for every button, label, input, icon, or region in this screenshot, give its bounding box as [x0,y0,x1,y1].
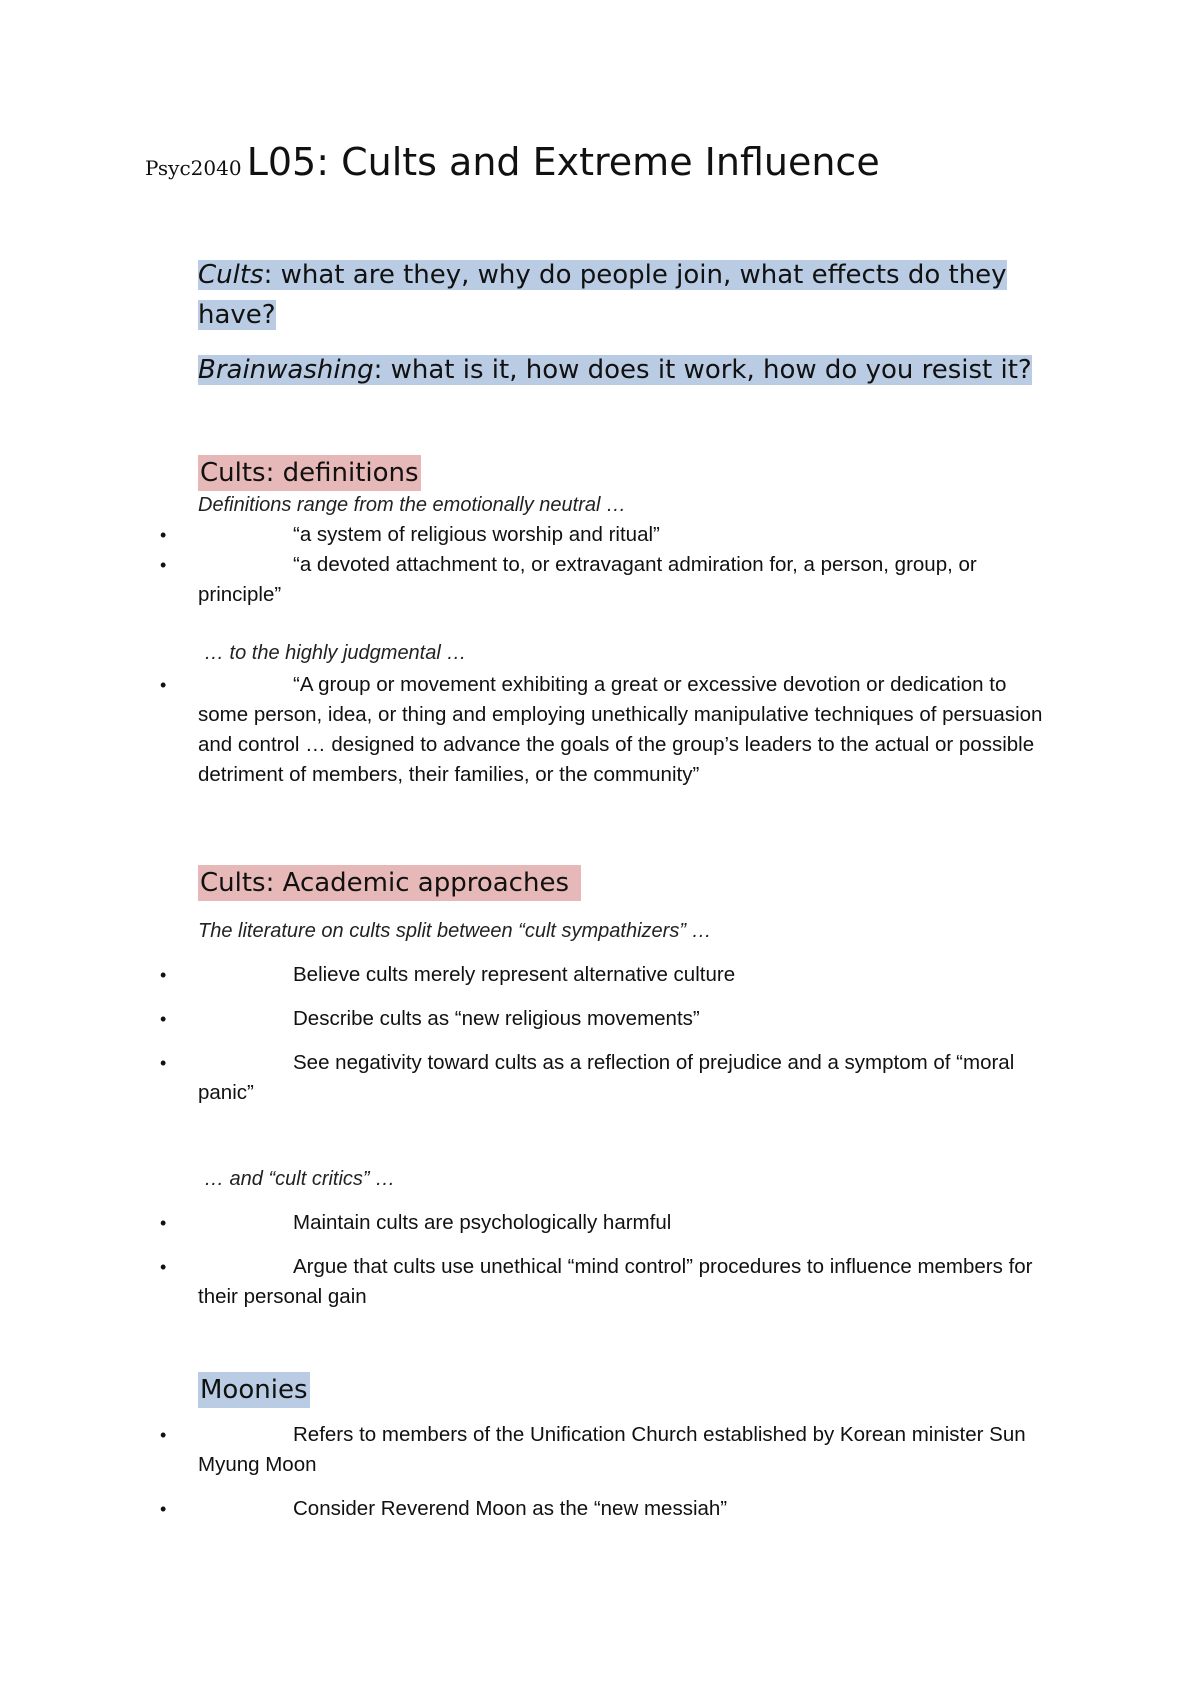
question-brainwashing-term: Brainwashing [198,355,374,385]
list-item: • Maintain cults are psychologically harmful [160,1208,1060,1238]
document-header [145,140,880,184]
list-item: • Believe cults merely represent alternative culture [160,960,1060,990]
intro-critics: … and “cult critics” … [204,1168,396,1190]
section-heading-academic: Cults: Academic approaches [198,865,581,901]
bullet-icon: • [160,1213,167,1233]
course-code: Psyc2040 [145,156,242,180]
list-item: • Argue that cults use unethical “mind control” procedures to influence members for their personal gain [160,1252,1060,1312]
list-item: • Refers to members of the Unification Church established by Korean minister Sun Myung Moon [160,1420,1060,1480]
intro-judgmental: … to the highly judgmental … [204,642,467,664]
question-cults-text: : what are they, why do people join, what effects do they have? [198,260,1007,330]
question-cults-term: Cults [198,260,264,290]
intro-sympathizers: The literature on cults split between “cult sympathizers” … [198,920,712,942]
bullet-icon: • [160,965,167,985]
bullet-icon: • [160,1009,167,1029]
list-item: • Describe cults as “new religious movements” [160,1004,1060,1034]
list-item: • See negativity toward cults as a reflection of prejudice and a symptom of “moral panic” [160,1048,1060,1108]
bullet-icon: • [160,1053,167,1073]
list-item: • “a devoted attachment to, or extravagant admiration for, a person, group, or principle” [160,550,1060,610]
intro-neutral: Definitions range from the emotionally neutral … [198,494,626,516]
section-heading-moonies: Moonies [198,1372,310,1408]
bullet-icon: • [160,525,167,545]
bullet-icon: • [160,1425,167,1445]
lecture-title: L05: Cults and Extreme Influence [246,140,880,184]
question-brainwashing [198,350,1058,390]
list-item: • “A group or movement exhibiting a great or excessive devotion or dedication to some person, idea, or thing and employing unethically manipulative techniques of persuasion and control … designed to advance the goals of the group’s leaders to the actual or possible detriment of members, their families, or the community” [160,670,1060,790]
bullet-icon: • [160,555,167,575]
list-item: • “a system of religious worship and ritual” [160,520,1060,550]
question-brainwashing-text: : what is it, how does it work, how do you resist it? [373,355,1032,385]
bullet-icon: • [160,675,167,695]
bullet-icon: • [160,1257,167,1277]
question-cults [198,255,1058,335]
bullet-icon: • [160,1499,167,1519]
list-item: • Consider Reverend Moon as the “new messiah” [160,1494,1060,1524]
section-heading-definitions: Cults: definitions [198,455,421,491]
